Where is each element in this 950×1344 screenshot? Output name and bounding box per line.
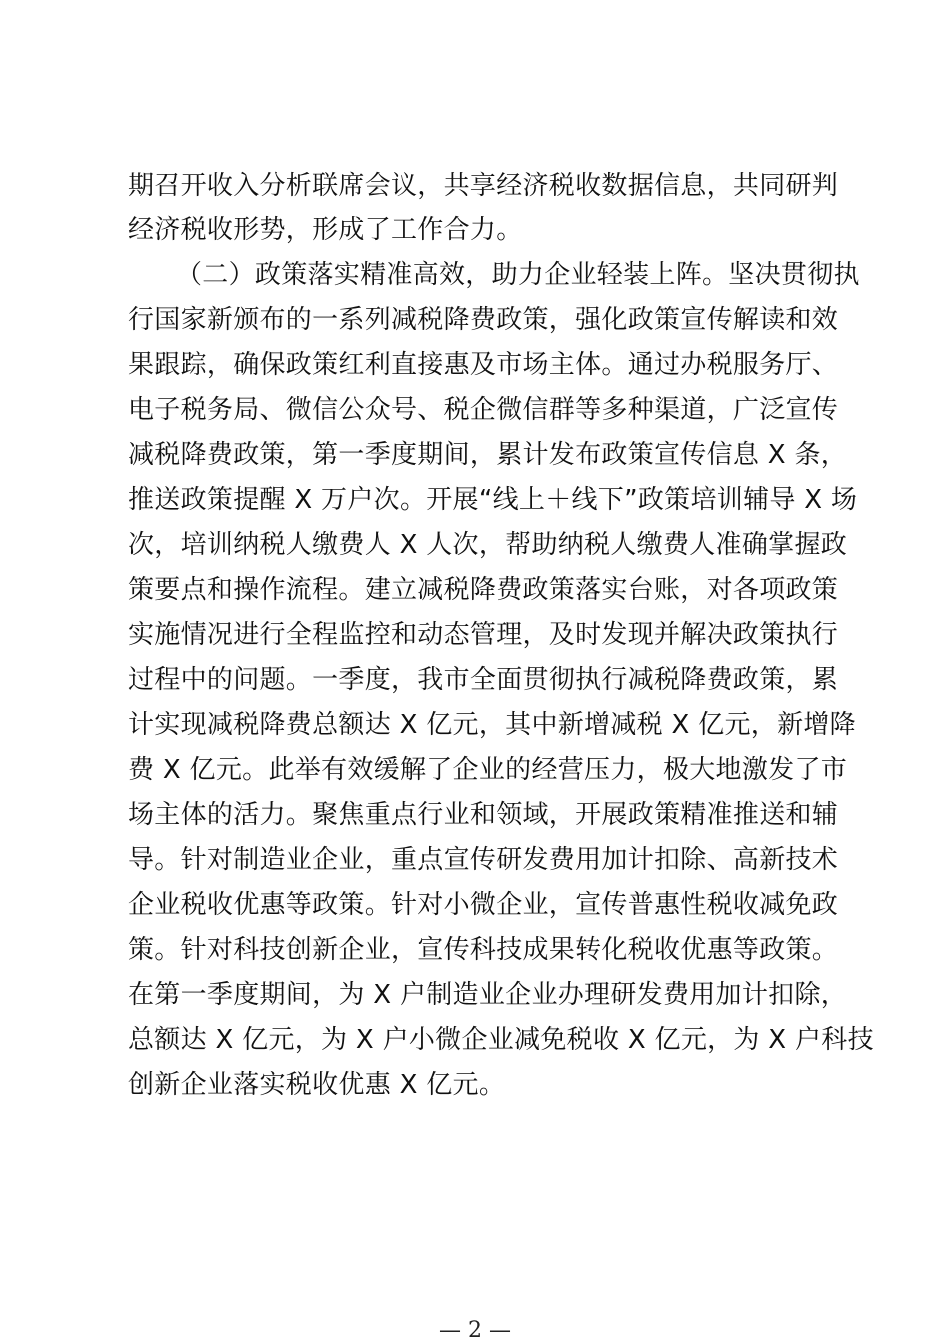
text-line: 减税降费政策，第一季度期间，累计发布政策宣传信息 X 条， xyxy=(128,440,848,470)
text-line: 创新企业落实税收优惠 X 亿元。 xyxy=(128,1070,506,1100)
text-line: 经济税收形势，形成了工作合力。 xyxy=(128,215,523,245)
text-line: 策要点和操作流程。建立减税降费政策落实台账，对各项政策 xyxy=(128,575,839,605)
text-line: 电子税务局、微信公众号、税企微信群等多种渠道，广泛宣传 xyxy=(128,395,839,425)
text-line: （二）政策落实精准高效，助力企业轻装上阵。坚决贯彻执 xyxy=(176,260,860,290)
text-line: 果跟踪，确保政策红利直接惠及市场主体。通过办税服务厅、 xyxy=(128,350,839,380)
text-line: 行国家新颁布的一系列减税降费政策，强化政策宣传解读和效 xyxy=(128,305,839,335)
text-line: 推送政策提醒 X 万户次。开展“线上＋线下”政策培训辅导 X 场 xyxy=(128,485,858,515)
text-line: 策。针对科技创新企业，宣传科技成果转化税收优惠等政策。 xyxy=(128,935,839,965)
text-line: 企业税收优惠等政策。针对小微企业，宣传普惠性税收减免政 xyxy=(128,890,839,920)
text-line: 过程中的问题。一季度，我市全面贯彻执行减税降费政策，累 xyxy=(128,665,839,695)
text-line: 场主体的活力。聚焦重点行业和领域，开展政策精准推送和辅 xyxy=(128,800,839,830)
text-line: 总额达 X 亿元，为 X 户小微企业减免税收 X 亿元，为 X 户科技 xyxy=(128,1025,874,1055)
text-line: 实施情况进行全程监控和动态管理，及时发现并解决政策执行 xyxy=(128,620,839,650)
page-number: — 2 — xyxy=(439,1318,511,1343)
text-line: 期召开收入分析联席会议，共享经济税收数据信息，共同研判 xyxy=(128,171,839,201)
text-line: 在第一季度期间，为 X 户制造业企业办理研发费用加计扣除， xyxy=(128,980,848,1010)
text-line: 导。针对制造业企业，重点宣传研发费用加计扣除、高新技术 xyxy=(128,845,839,875)
text-line: 费 X 亿元。此举有效缓解了企业的经营压力，极大地激发了市 xyxy=(128,755,848,785)
text-line: 计实现减税降费总额达 X 亿元，其中新增减税 X 亿元，新增降 xyxy=(128,710,856,740)
text-line: 次，培训纳税人缴费人 X 人次，帮助纳税人缴费人准确掌握政 xyxy=(128,530,848,560)
